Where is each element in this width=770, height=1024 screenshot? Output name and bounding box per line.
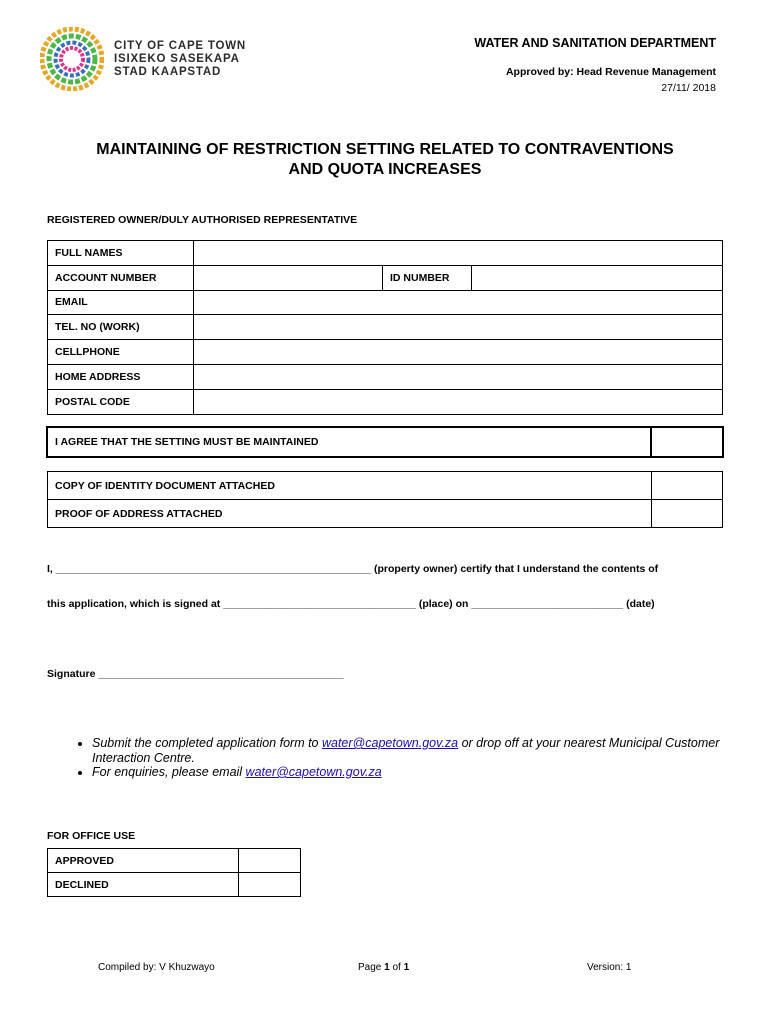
- department-name: WATER AND SANITATION DEPARTMENT: [474, 36, 716, 50]
- list-item: [92, 736, 752, 765]
- page-number: [358, 962, 409, 973]
- email-label: EMAIL: [48, 290, 194, 315]
- table-row: [48, 364, 723, 389]
- agreement-table: [46, 426, 724, 458]
- postal-code-label: POSTAL CODE: [48, 389, 194, 414]
- tel-work-label: TEL. NO (WORK): [48, 315, 194, 340]
- table-row: [48, 389, 723, 414]
- page-of: of: [389, 962, 404, 973]
- home-address-field[interactable]: [194, 364, 723, 389]
- instruction-2-text: For enquiries, please email: [92, 765, 246, 779]
- proof-address-label: PROOF OF ADDRESS ATTACHED: [48, 500, 652, 528]
- approved-by: Approved by: Head Revenue Management: [505, 66, 716, 78]
- table-row: [48, 290, 723, 315]
- table-row: [48, 849, 301, 873]
- table-row: [48, 340, 723, 365]
- enquiries-email-link[interactable]: water@capetown.gov.za: [245, 765, 382, 779]
- owner-details-table: [47, 240, 723, 415]
- office-use-label: FOR OFFICE USE: [47, 830, 136, 842]
- declined-field[interactable]: [239, 873, 301, 897]
- proof-address-checkbox[interactable]: [652, 500, 723, 528]
- table-row: [48, 315, 723, 340]
- full-names-label: FULL NAMES: [48, 241, 194, 266]
- full-names-field[interactable]: [194, 241, 723, 266]
- signature-line: Signature __________________________________________: [47, 668, 344, 680]
- cellphone-field[interactable]: [194, 340, 723, 365]
- id-number-label: ID NUMBER: [383, 265, 472, 290]
- home-address-label: HOME ADDRESS: [48, 364, 194, 389]
- attachments-table: [47, 471, 723, 528]
- account-number-label: ACCOUNT NUMBER: [48, 265, 194, 290]
- title-line-1: MAINTAINING OF RESTRICTION SETTING RELATED TO CONTRAVENTIONS: [96, 141, 674, 158]
- page-prefix: Page: [358, 962, 385, 973]
- declaration-line-2: this application, which is signed at _________________________________ (place) on __________________________ (date): [47, 598, 655, 610]
- account-number-field[interactable]: [194, 265, 383, 290]
- logo-line-3: STAD KAAPSTAD: [114, 66, 222, 78]
- instructions-list: [62, 736, 752, 780]
- id-number-field[interactable]: [472, 265, 723, 290]
- approved-field[interactable]: [239, 849, 301, 873]
- page-total: 1: [403, 962, 410, 973]
- postal-code-field[interactable]: [194, 389, 723, 414]
- office-use-table: [47, 848, 301, 897]
- agree-label: I AGREE THAT THE SETTING MUST BE MAINTAINED: [47, 427, 651, 457]
- table-row: [47, 427, 723, 457]
- table-row: [48, 265, 723, 290]
- page-title: [40, 140, 730, 180]
- declined-label: DECLINED: [48, 873, 239, 897]
- email-link[interactable]: water@capetown.gov.za: [321, 736, 459, 750]
- city-logo-icon: [40, 27, 104, 91]
- table-row: [48, 241, 723, 266]
- table-row: [48, 500, 723, 528]
- table-row: [48, 873, 301, 897]
- logo-line-2: ISIXEKO SASEKAPA: [114, 53, 240, 65]
- approved-label: APPROVED: [48, 849, 239, 873]
- agree-checkbox[interactable]: [651, 427, 723, 457]
- id-copy-label: COPY OF IDENTITY DOCUMENT ATTACHED: [48, 472, 652, 500]
- id-copy-checkbox[interactable]: [652, 472, 723, 500]
- list-item: [92, 765, 752, 780]
- logo-line-1: CITY OF CAPE TOWN: [114, 40, 247, 52]
- compiled-by: Compiled by: V Khuzwayo: [98, 962, 215, 973]
- approval-date: 27/11/ 2018: [661, 82, 716, 94]
- tel-work-field[interactable]: [194, 315, 723, 340]
- title-line-2: AND QUOTA INCREASES: [288, 161, 482, 178]
- cellphone-label: CELLPHONE: [48, 340, 194, 365]
- table-row: [48, 472, 723, 500]
- page-current: 1: [384, 962, 390, 973]
- declaration-line-1: I, ______________________________________________________ (property owner) certify that I understand the contents of: [47, 563, 659, 575]
- instruction-1-text: Submit the completed application form to: [92, 736, 322, 750]
- owner-section-label: REGISTERED OWNER/DULY AUTHORISED REPRESENTATIVE: [47, 214, 358, 226]
- email-field[interactable]: [194, 290, 723, 315]
- version: Version: 1: [587, 962, 632, 973]
- logo-text: [114, 40, 246, 79]
- instruction-1-rest: or drop off at your nearest Municipal Customer Interaction Centre.: [92, 736, 720, 765]
